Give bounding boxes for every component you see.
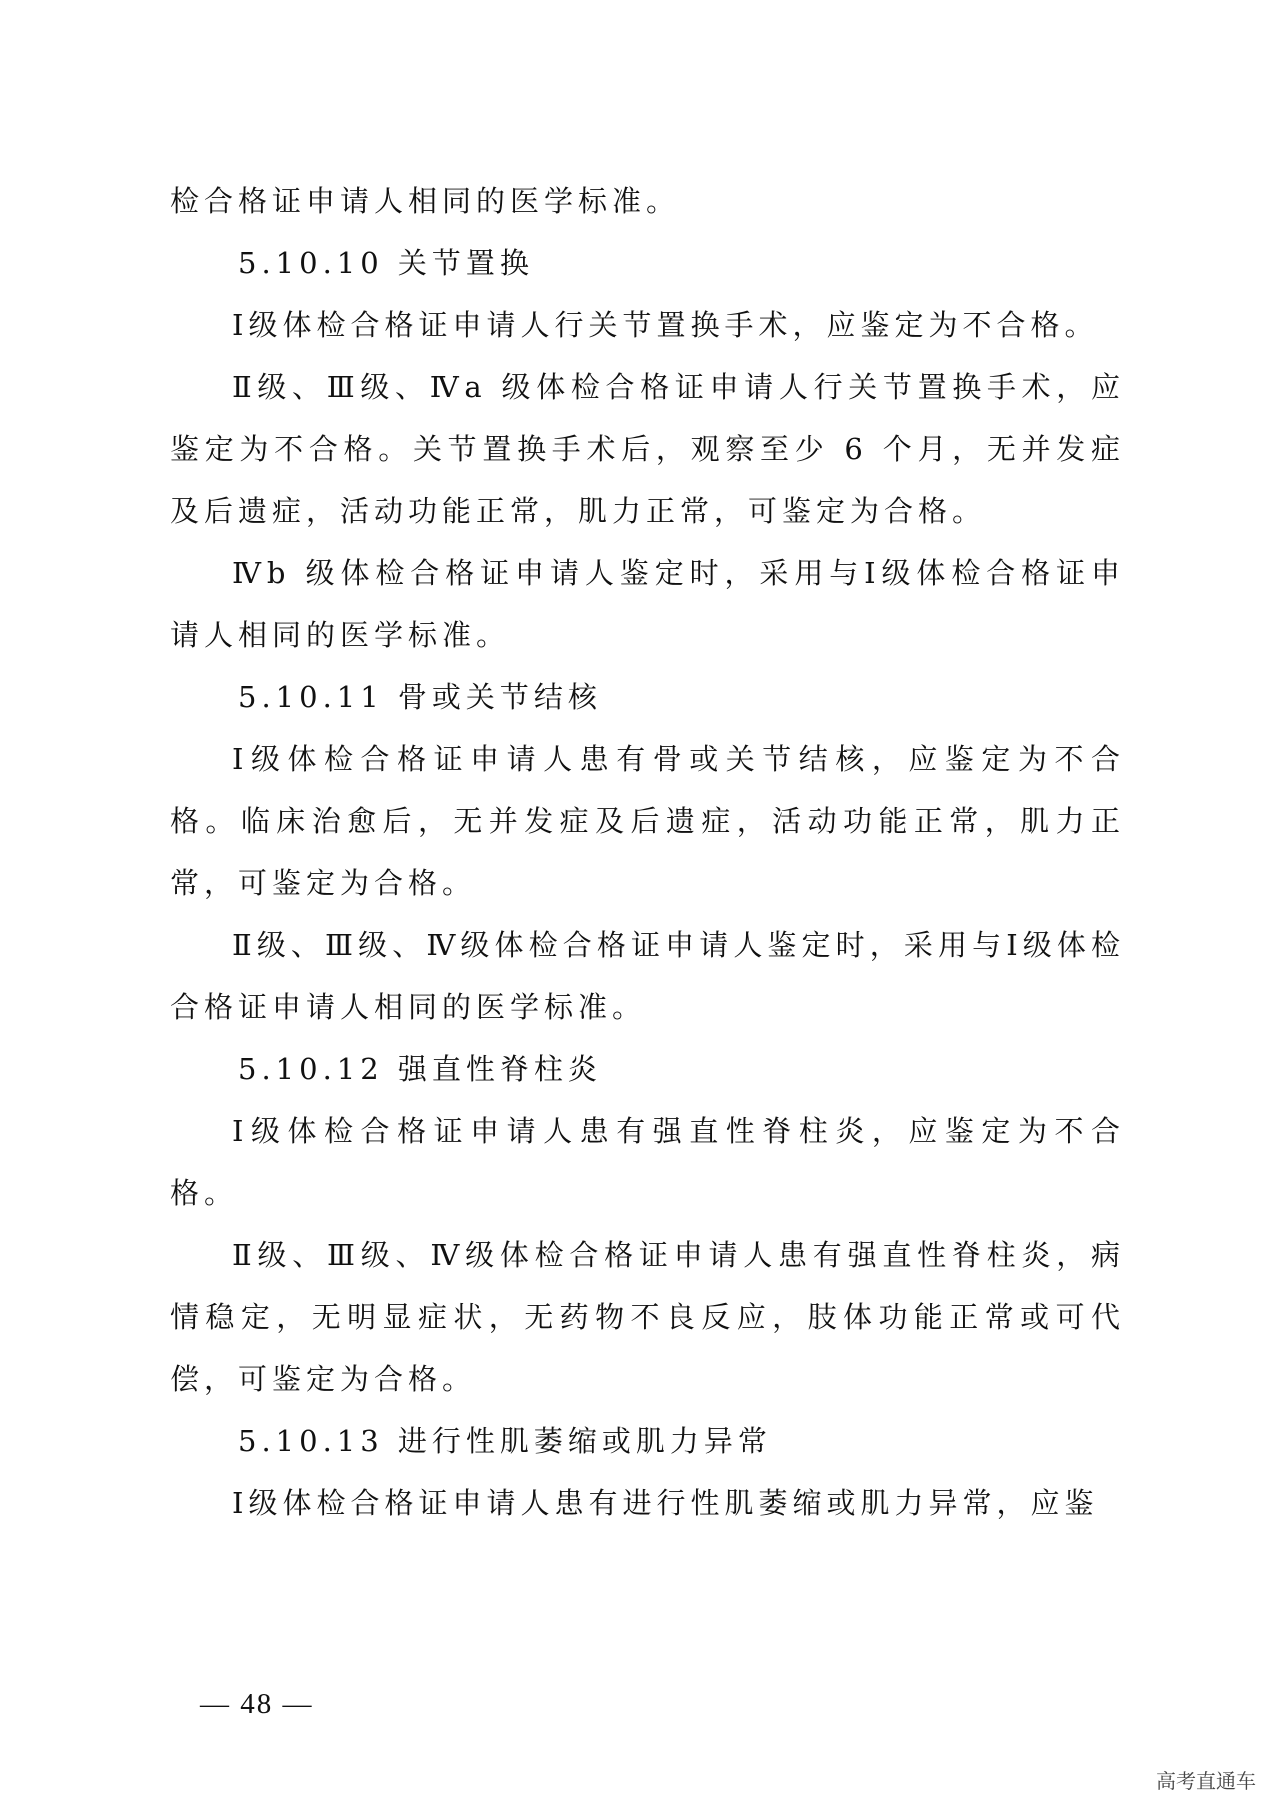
paragraph: Ⅰ级体检合格证申请人行关节置换手术，应鉴定为不合格。: [232, 308, 1099, 342]
paragraph: 检合格证申请人相同的医学标准。: [170, 184, 681, 218]
section-heading: 5.10.12 强直性脊柱炎: [238, 1052, 602, 1086]
section-heading: 5.10.13 进行性肌萎缩或肌力异常: [238, 1424, 772, 1458]
paragraph: Ⅱ级、Ⅲ级、Ⅳ级体检合格证申请人患有强直性脊柱炎，病情稳定，无明显症状，无药物不良反应，肢体功能正常或可代偿，可鉴定为合格。: [170, 1238, 1125, 1396]
page-number: — 48 —: [200, 1688, 314, 1720]
paragraph: Ⅰ级体检合格证申请人患有强直性脊柱炎，应鉴定为不合格。: [170, 1114, 1125, 1210]
paragraph: Ⅳb 级体检合格证申请人鉴定时，采用与Ⅰ级体检合格证申请人相同的医学标准。: [170, 556, 1125, 652]
document-body: [170, 170, 1125, 1534]
watermark-label: 高考直通车: [1150, 1761, 1262, 1798]
paragraph: Ⅱ级、Ⅲ级、Ⅳa 级体检合格证申请人行关节置换手术，应鉴定为不合格。关节置换手术后，观察至少 6 个月，无并发症及后遗症，活动功能正常，肌力正常，可鉴定为合格。: [170, 370, 1125, 528]
section-heading: 5.10.10 关节置换: [238, 246, 534, 280]
paragraph: Ⅰ级体检合格证申请人患有进行性肌萎缩或肌力异常，应鉴: [232, 1486, 1099, 1520]
paragraph: Ⅱ级、Ⅲ级、Ⅳ级体检合格证申请人鉴定时，采用与Ⅰ级体检合格证申请人相同的医学标准。: [170, 928, 1125, 1024]
section-heading: 5.10.11 骨或关节结核: [238, 680, 602, 714]
paragraph: Ⅰ级体检合格证申请人患有骨或关节结核，应鉴定为不合格。临床治愈后，无并发症及后遗症，活动功能正常，肌力正常，可鉴定为合格。: [170, 742, 1125, 900]
